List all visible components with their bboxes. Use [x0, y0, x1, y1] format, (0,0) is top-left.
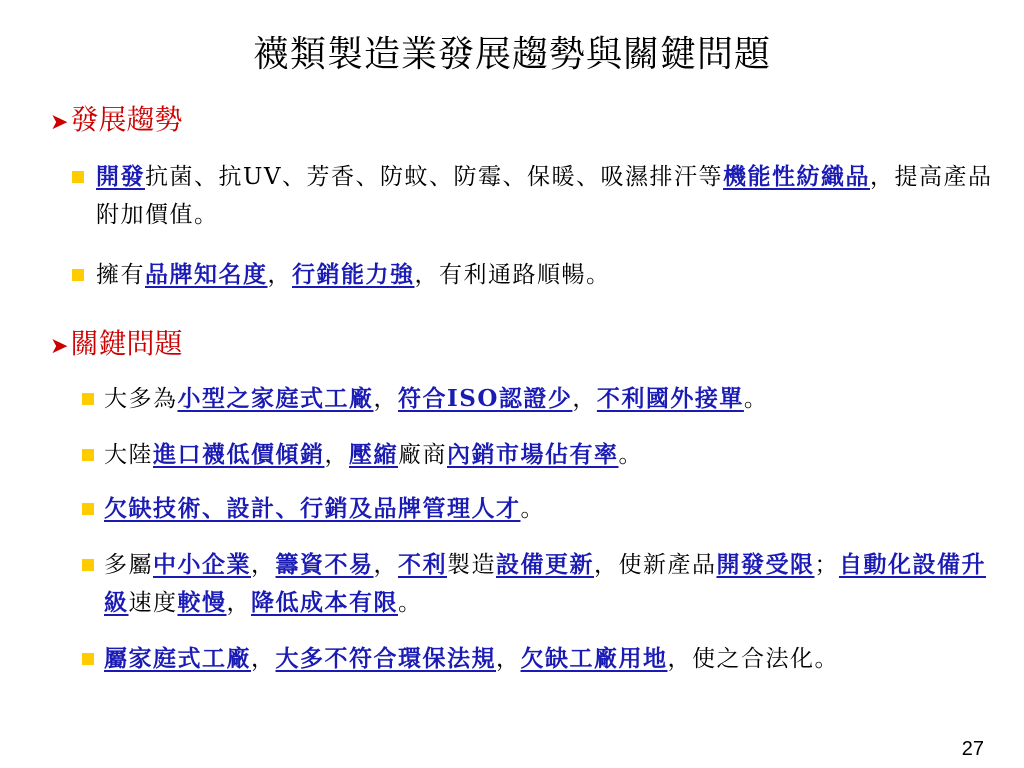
list-item — [104, 546, 994, 622]
plain-text: ， — [324, 442, 349, 468]
bullet-text — [104, 646, 839, 672]
emphasis-text: 不利 — [398, 551, 447, 578]
emphasis-text: 籌資不易 — [275, 551, 374, 578]
emphasis-text: 機能性紡織品 — [723, 163, 870, 190]
arrow-bullet-icon: ➤ — [50, 334, 69, 359]
emphasis-text: 小型之家庭式工廠 — [177, 385, 374, 412]
emphasis-text: 不利國外接單 — [596, 385, 744, 412]
emphasis-text: 內銷市場佔有率 — [447, 441, 619, 468]
list-item — [104, 490, 994, 528]
plain-text: 製造 — [447, 552, 496, 578]
plain-text: ， — [251, 552, 276, 578]
plain-text: ， — [572, 386, 597, 412]
plain-text: 。 — [743, 386, 769, 412]
list-item — [96, 256, 994, 294]
page-number: 27 — [961, 738, 984, 760]
square-bullet-icon — [82, 449, 94, 461]
bullet-text — [96, 164, 993, 228]
plain-text: 多屬 — [104, 552, 153, 578]
plain-text: 廠商 — [398, 442, 447, 468]
section-heading-label: 發展趨勢 — [70, 103, 183, 136]
emphasis-text: 品牌知名度 — [145, 261, 268, 288]
square-bullet-icon — [82, 503, 94, 515]
emphasis-text: 欠缺技術、設計、行銷及品牌管理人才 — [104, 495, 521, 522]
bullet-text — [104, 442, 643, 468]
emphasis-text: 設備更新 — [496, 551, 594, 578]
emphasis-text: 較慢 — [177, 589, 227, 616]
list-item — [104, 640, 994, 678]
plain-text: ， — [251, 646, 276, 672]
emphasis-text: 欠缺工廠用地 — [520, 645, 668, 672]
square-bullet-icon — [82, 559, 94, 571]
emphasis-text: 中小企業 — [153, 551, 251, 578]
plain-text: 。 — [618, 442, 643, 468]
emphasis-text: 進口襪低價傾銷 — [153, 441, 325, 468]
plain-text: ， — [496, 646, 521, 672]
plain-text: ， — [373, 552, 398, 578]
emphasis-text: 降低成本有限 — [251, 589, 398, 616]
emphasis-text: 壓縮 — [349, 441, 398, 468]
plain-text: ，使之合法化。 — [667, 646, 839, 672]
plain-text: ， — [226, 590, 251, 616]
plain-text: ，有利通路順暢。 — [414, 262, 611, 288]
section-heading-label: 關鍵問題 — [70, 327, 183, 360]
emphasis-text: 行銷能力強 — [292, 261, 415, 288]
list-item — [96, 158, 994, 234]
plain-text: 。 — [520, 496, 545, 522]
plain-text: 大陸 — [104, 442, 153, 468]
plain-text: 大多為 — [104, 386, 178, 412]
slide-title: 襪類製造業發展趨勢與關鍵問題 — [252, 34, 771, 75]
bullet-text — [104, 496, 545, 522]
emphasis-text: 開發 — [96, 163, 145, 190]
plain-text: ，使新產品 — [594, 552, 717, 578]
plain-text: 擁有 — [96, 262, 145, 288]
emphasis-text: 開發受限 — [716, 551, 815, 578]
plain-text: ； — [814, 552, 839, 578]
plain-text: ，提高產品附加價值。 — [96, 164, 993, 228]
plain-text: ， — [373, 386, 398, 412]
emphasis-text: 符合ISO認證少 — [398, 385, 573, 412]
plain-text: ， — [267, 262, 292, 288]
bullet-text — [104, 386, 768, 412]
square-bullet-icon — [72, 171, 84, 183]
emphasis-text: 屬家庭式工廠 — [104, 645, 251, 672]
emphasis-text: 自動化設備升級 — [104, 551, 986, 616]
bullet-text — [96, 262, 611, 288]
plain-text: 。 — [398, 590, 423, 616]
section-heading-issues — [50, 322, 182, 362]
square-bullet-icon — [82, 653, 94, 665]
list-item — [104, 436, 994, 474]
list-item — [104, 380, 994, 418]
square-bullet-icon — [72, 269, 84, 281]
plain-text: 速度 — [128, 590, 178, 616]
plain-text: 抗菌、抗UV、芳香、防蚊、防霉、保暖、吸濕排汗等 — [145, 164, 723, 190]
emphasis-text: 大多不符合環保法規 — [275, 645, 496, 672]
section-heading-trends — [50, 98, 182, 138]
square-bullet-icon — [82, 393, 94, 405]
arrow-bullet-icon: ➤ — [50, 110, 69, 135]
bullet-text — [104, 552, 986, 616]
